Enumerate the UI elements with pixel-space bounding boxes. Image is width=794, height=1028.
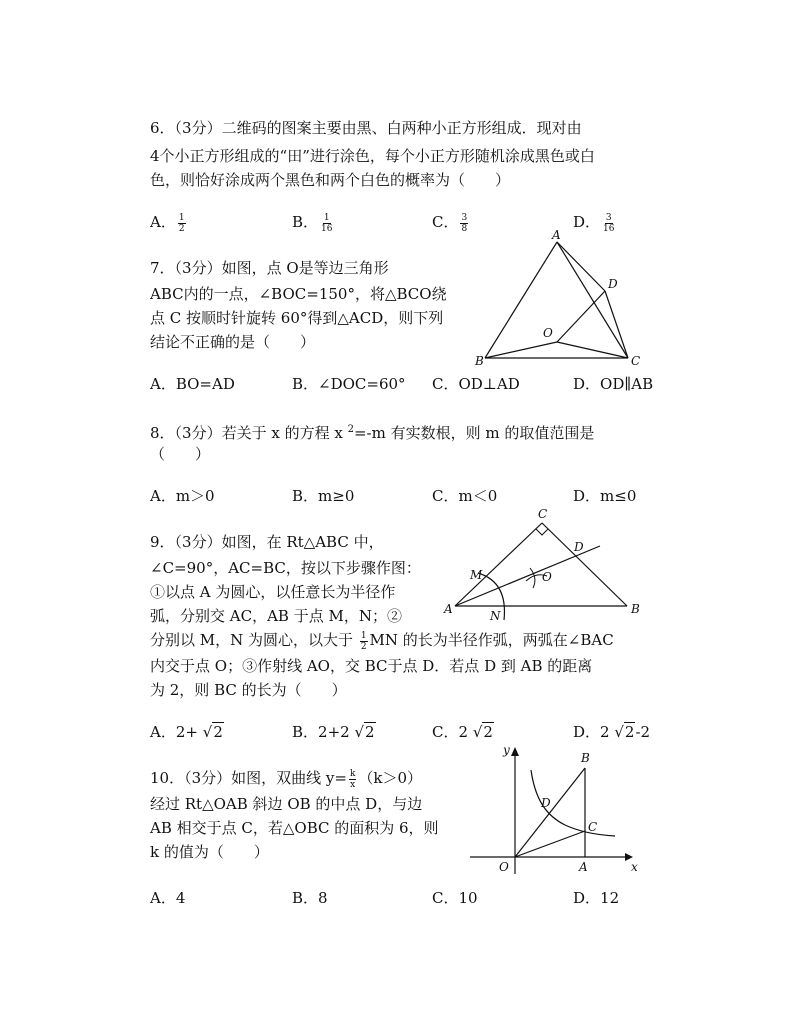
q9-line-4: 弧，分别交 AC，AB 于点 M，N；② (150, 607, 402, 625)
option-label: D． (573, 213, 601, 231)
q9-figure (430, 502, 650, 622)
q9-label-o: O (542, 570, 552, 584)
q10-line-1: 10．（3分）如图，双曲线 y= $\frac{k}{x}$ （k＞0） (150, 768, 423, 790)
fraction: $\frac{3}{16}$ (603, 212, 615, 234)
q6-line-1: 6．（3分）二维码的图案主要由黑、白两种小正方形组成．现对由 (150, 119, 582, 137)
q9-label-a: A (444, 602, 453, 616)
q8-option-c[interactable]: C．m＜0 (432, 487, 498, 505)
q10-option-d[interactable]: D．12 (573, 889, 620, 907)
q8-line-2: （ ） (150, 445, 211, 463)
q7-option-c[interactable]: C．OD⊥AD (432, 375, 520, 393)
fraction: $\frac{1}{2}$ (360, 630, 367, 652)
option-label: C． (432, 213, 459, 231)
q6-option-b[interactable] (292, 212, 335, 234)
fraction: $\frac{1}{16}$ (321, 212, 333, 234)
q7-option-d[interactable]: D．OD∥AB (573, 375, 654, 393)
fraction: $\frac{1}{2}$ (178, 212, 185, 234)
q6-line-3: 色，则恰好涂成两个黑色和两个白色的概率为（ ） (150, 171, 511, 189)
q10-line-2: 经过 Rt△OAB 斜边 OB 的中点 D，与边 (150, 795, 423, 813)
q7-label-c: C (631, 354, 641, 368)
q10-figure (465, 740, 650, 880)
q9-line-2: ∠C=90°，AC=BC，按以下步骤作图： (150, 559, 421, 577)
q9-line-1: 9．（3分）如图，在 Rt△ABC 中， (150, 533, 384, 551)
fraction: $\frac{k}{x}$ (349, 768, 356, 790)
q9-line-7: 为 2，则 BC 的长为（ ） (150, 681, 347, 699)
q9-label-d: D (574, 540, 584, 554)
q10-option-c[interactable]: C．10 (432, 889, 478, 907)
q7-label-b: B (475, 354, 484, 368)
q10-label-a: A (579, 860, 588, 874)
q10-line-3: AB 相交于点 C，若△OBC 的面积为 6，则 (150, 819, 439, 837)
q9-line-3: ①以点 A 为圆心，以任意长为半径作 (150, 583, 396, 601)
exponent: 2 (347, 424, 354, 435)
q9-line-5: 分别以 M，N 为圆心，以大于 $\frac{1}{2}$ MN 的长为半径作弧，两弧在∠BAC (150, 630, 614, 652)
q6-line-2: 4个小正方形组成的“田”进行涂色，每个小正方形随机涂成黑色或白 (150, 147, 595, 165)
sqrt: √2 (354, 723, 375, 741)
q8-option-b[interactable]: B．m≥0 (292, 487, 355, 505)
q7-option-a[interactable]: A．BO=AD (150, 375, 235, 393)
q9-right-angle (536, 529, 548, 535)
q7-seg-dc (605, 291, 628, 358)
q10-label-x: x (631, 860, 638, 874)
q9-label-m: M (470, 568, 483, 582)
q7-seg-ab (485, 242, 557, 358)
q8-option-d[interactable]: D．m≤0 (573, 487, 637, 505)
q9-seg-ac (455, 523, 542, 606)
q10-label-b: B (581, 751, 590, 765)
q7-figure (470, 228, 660, 373)
q10-option-b[interactable]: B．8 (292, 889, 328, 907)
q7-seg-ob (485, 342, 557, 358)
q7-seg-od (557, 291, 605, 342)
q9-line-6: 内交于点 O；③作射线 AO，交 BC于点 D．若点 D 到 AB 的距离 (150, 657, 593, 675)
fraction: $\frac{3}{8}$ (461, 212, 468, 234)
q9-option-b[interactable]: B．2+2 √2 (292, 723, 375, 741)
q7-seg-oc (557, 342, 628, 358)
q9-option-d[interactable]: D．2 √2-2 (573, 723, 651, 741)
q7-seg-ac (557, 242, 628, 358)
q10-label-c: C (588, 820, 598, 834)
q7-line-1: 7．（3分）如图，点 O是等边三角形 (150, 259, 389, 277)
q7-line-3: 点 C 按顺时针旋转 60°得到△ACD，则下列 (150, 309, 444, 327)
q9-option-a[interactable]: A．2+ √2 (150, 723, 223, 741)
option-label: B． (292, 213, 319, 231)
q7-line-2: ABC内的一点，∠BOC=150°，将△BCO绕 (150, 285, 447, 303)
q7-label-a: A (552, 228, 561, 242)
q6-option-a[interactable] (150, 212, 188, 234)
q10-label-d: D (541, 796, 551, 810)
q9-option-c[interactable]: C．2 √2 (432, 723, 493, 741)
q7-label-o: O (543, 326, 553, 340)
sqrt: √2 (472, 723, 493, 741)
q10-label-y: y (503, 743, 510, 757)
sqrt: √2 (614, 723, 635, 741)
q10-y-arrow (511, 747, 519, 756)
q9-label-n: N (490, 609, 501, 623)
q8-option-a[interactable]: A．m＞0 (150, 487, 215, 505)
q9-label-c: C (538, 507, 548, 521)
q7-label-d: D (608, 277, 618, 291)
option-label: A． (150, 213, 176, 231)
q6-option-c[interactable] (432, 212, 470, 234)
q9-label-b: B (631, 602, 640, 616)
q7-line-4: 结论不正确的是（ ） (150, 333, 316, 351)
sqrt: √2 (202, 723, 223, 741)
q10-option-a[interactable]: A．4 (150, 889, 186, 907)
q7-seg-ad (557, 242, 605, 291)
q10-label-o: O (499, 860, 509, 874)
q8-line-1: 8．（3分）若关于 x 的方程 x $^2$=-m 有实数根，则 m 的取值范围是 (150, 424, 595, 442)
q7-option-b[interactable]: B．∠DOC=60° (292, 375, 406, 393)
q10-line-4: k 的值为（ ） (150, 843, 269, 861)
